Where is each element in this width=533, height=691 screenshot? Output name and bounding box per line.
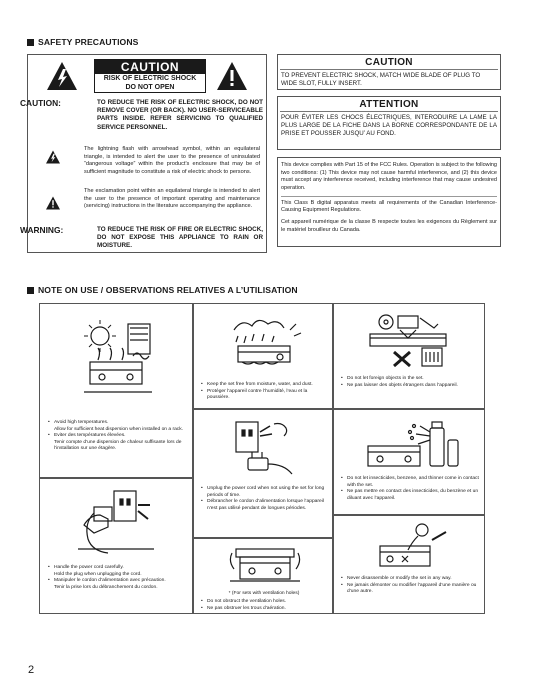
- note-cell-ventilation: [193, 538, 333, 614]
- disassemble-text: [341, 576, 481, 596]
- caution-label: CAUTION: [95, 60, 205, 74]
- note-bullet-item: • Never disassemble or modify the set in any way.: [341, 576, 481, 583]
- foreign-objects-text: [341, 376, 481, 389]
- warning-text: TO REDUCE THE RISK OF FIRE OR ELECTRIC SHOCK, DO NOT EXPOSE THIS APPLIANCE TO RAIN OR MOISTURE.: [97, 226, 263, 250]
- exclamation-small-icon: [45, 196, 61, 210]
- disassemble-illustration: [374, 520, 452, 572]
- caution-text: TO REDUCE THE RISK OF ELECTRIC SHOCK, DO NOT REMOVE COVER (OR BACK). NO USER-SERVICEABLE PARTS INSIDE. REFER SERVICING TO QUALIFIED SERVICE PERSONNEL.: [97, 99, 263, 131]
- exclamation-text: The exclamation point within an equilateral triangle is intended to alert the user to the presence of important operating and maintenance (servicing) instructions in the literature accompanying the appliance.: [84, 188, 260, 210]
- note-bullet-item: • Avoid high temperatures. Allow for sufficient heat dispersion when installed on a rack.: [48, 420, 186, 433]
- note-bullet-item: • Unplug the power cord when not using the set for long periods of time.: [201, 486, 329, 499]
- note-bullet-item: • Ne pas obstruer les trous d’aération.: [201, 606, 329, 613]
- fcc-french-text: Cet appareil numérique de la classe B respecte toutes les exigences du Règlement sur le matériel brouilleur du Canada.: [281, 219, 497, 233]
- unplug-illustration: [234, 418, 298, 480]
- note-cell-unplug: [193, 409, 333, 538]
- lightning-triangle-icon: [46, 61, 78, 91]
- unplug-text: [201, 486, 329, 512]
- note-bullet-item: • Eviter des températures élevées. Tenir compte d’une dispersion de chaleur suffisante lors de l’installation sur une étagère.: [48, 433, 186, 453]
- plug-caution-text: TO PREVENT ELECTRIC SHOCK, MATCH WIDE BLADE OF PLUG TO WIDE SLOT, FULLY INSERT.: [281, 72, 481, 88]
- lightning-text: The lightning flash with arrowhead symbol, within an equilateral triangle, is intended to alert the user to the presence of uninsulated “dangerous voltage” within the product’s enclosure that may be of sufficient magnitude to constitute a risk of electric shock to persons.: [84, 146, 260, 175]
- attention-box: [277, 96, 501, 150]
- insecticides-illustration: [364, 414, 460, 474]
- note-bullet-item: • Débrancher le cordon d’alimentation lorsque l’appareil n’est pas utilisé pendant de longues périodes.: [201, 499, 329, 512]
- plug-caution-box: [277, 54, 501, 90]
- note-bullet-item: • Ne pas mettre en contact des insecticides, du benzène et un diluant avec l’appareil.: [341, 489, 481, 502]
- note-bullet-item: • Do not obstruct the ventilation holes.: [201, 599, 329, 606]
- note-bullet-item: • Ne pas laisser des objets étrangers dans l’appareil.: [341, 383, 481, 390]
- power-cord-text: [48, 565, 188, 591]
- safety-box: [20, 54, 267, 253]
- note-bullet-item: • Ne jamais démonter ou modifier l’appareil d’une manière ou d’une autre.: [341, 583, 481, 596]
- moisture-text: [201, 382, 329, 402]
- note-cell-disassemble: [333, 515, 485, 614]
- note-cell-insecticides: [333, 409, 485, 515]
- lightning-small-icon: [45, 150, 61, 164]
- note-cell-moisture: [193, 303, 333, 409]
- risk-line2: DO NOT OPEN: [125, 84, 175, 91]
- fcc-box: [277, 157, 501, 247]
- page-number: 2: [28, 664, 35, 676]
- plug-caution-head: CAUTION: [280, 57, 498, 70]
- heat-text: [48, 420, 186, 453]
- exclamation-triangle-icon: [216, 61, 248, 91]
- ventilation-illustration: [226, 543, 304, 589]
- note-bullet-item: • Do not let insecticides, benzene, and thinner come in contact with the set.: [341, 476, 481, 489]
- caution-label-box: [94, 59, 206, 93]
- risk-line1: RISK OF ELECTRIC SHOCK: [103, 75, 197, 82]
- attention-text: POUR ÉVITER LES CHOCS ÉLECTRIQUES, INTERODUIRE LA LAME LA PLUS LARGE DE LA FICHE DANS LA BORNE CORRESPONDANTE DE LA PRISE ET POUSSER JUSQU’ AU FOND.: [281, 114, 497, 138]
- note-bullet-item: • Keep the set free from moisture, water, and dust.: [201, 382, 329, 389]
- heat-illustration: [78, 314, 158, 399]
- note-bullet-item: • Manipuler le cordon d’alimentation avec précaution. Tenir la prise lors du débranchement du cordon.: [48, 578, 188, 591]
- note-bullet-item: • Protéger l’appareil contre l’humidité, l’eau et la poussière.: [201, 389, 329, 402]
- ventilation-note: * (For sets with ventilation holes): [228, 591, 300, 596]
- warning-prefix: WARNING:: [20, 225, 64, 235]
- section-square-icon: [27, 287, 34, 294]
- moisture-illustration: [224, 310, 304, 370]
- note-cell-power-cord: [39, 478, 193, 614]
- power-cord-illustration: [76, 485, 156, 557]
- note-section-title: NOTE ON USE / OBSERVATIONS RELATIVES A L’UTILISATION: [27, 285, 298, 295]
- note-cell-heat: [39, 303, 193, 478]
- note-bullet-item: • Do not let foreign objects in the set.: [341, 376, 481, 383]
- foreign-objects-illustration: [360, 308, 460, 372]
- ventilation-text: [201, 599, 329, 612]
- attention-head: ATTENTION: [280, 99, 498, 112]
- safety-section-title: SAFETY PRECAUTIONS: [27, 37, 138, 47]
- note-bullet-item: • Handle the power cord carefully. Hold the plug when unplugging the cord.: [48, 565, 188, 578]
- section-square-icon: [27, 39, 34, 46]
- fcc-part15-text: This device complies with Part 15 of the FCC Rules. Operation is subject to the following two conditions: (1) This device may not cause harmful interference, and (2) this device must accept any interference received, including interference that may cause undesired operation.: [281, 162, 497, 192]
- caution-prefix: CAUTION:: [20, 98, 61, 108]
- fcc-classb-text: This Class B digital apparatus meets all requirements of the Canadian Interference-Causing Equipment Regulations.: [281, 199, 497, 214]
- note-cell-foreign-objects: [333, 303, 485, 409]
- insecticides-text: [341, 476, 481, 502]
